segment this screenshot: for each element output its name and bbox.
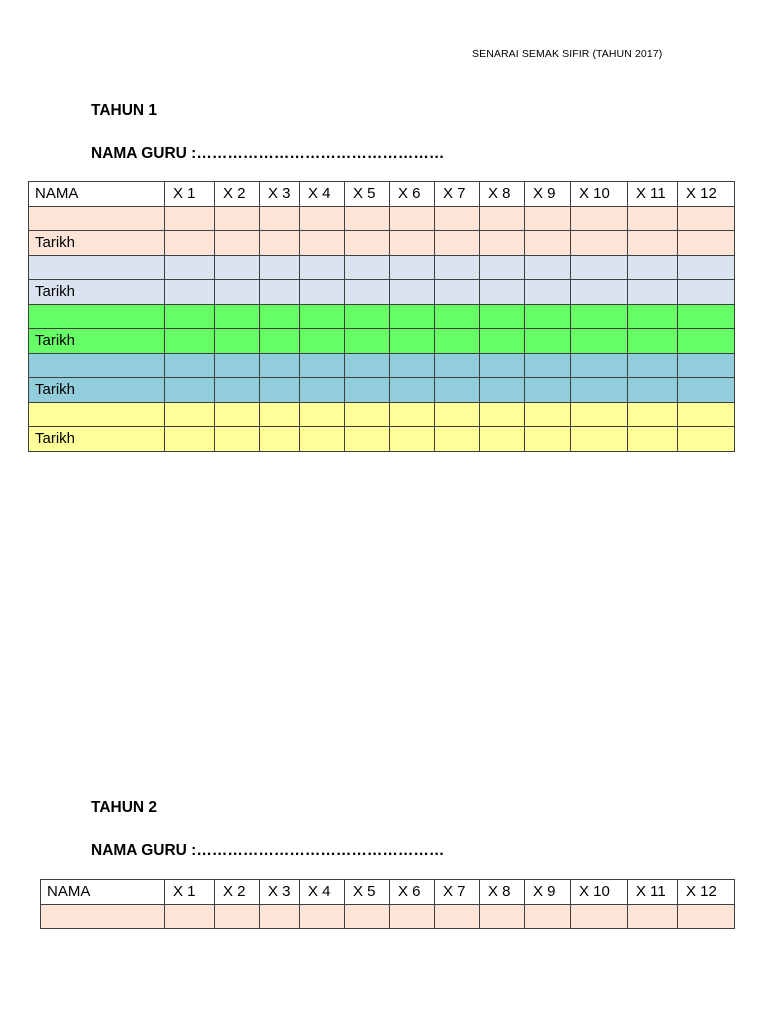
- check-cell-x8: [480, 402, 525, 427]
- check-cell-x4: [300, 402, 345, 427]
- check-cell-x10: [571, 231, 628, 256]
- check-cell-x3: [260, 378, 300, 403]
- check-cell-x9: [525, 378, 571, 403]
- teacher-name-line-tahun-2: NAMA GURU :…………………………………………: [91, 842, 445, 859]
- check-cell-x10: [571, 378, 628, 403]
- column-header-x6: X 6: [390, 880, 435, 905]
- table-header-row: [29, 182, 735, 207]
- column-header-x1: X 1: [165, 880, 215, 905]
- check-cell-x2: [215, 378, 260, 403]
- column-header-x9: X 9: [525, 182, 571, 207]
- check-cell-x12: [678, 402, 735, 427]
- check-cell-x8: [480, 304, 525, 329]
- check-cell-x8: [480, 329, 525, 354]
- check-cell-x8: [480, 427, 525, 452]
- check-cell-x1: [165, 329, 215, 354]
- check-cell-x6: [390, 402, 435, 427]
- check-cell-x8: [480, 353, 525, 378]
- section-heading-tahun-1: TAHUN 1: [91, 102, 158, 119]
- check-cell-x2: [215, 206, 260, 231]
- check-cell-x5: [345, 304, 390, 329]
- check-cell-x6: [390, 427, 435, 452]
- check-cell-x12: [678, 378, 735, 403]
- check-cell-x10: [571, 329, 628, 354]
- student-name-cell: [29, 255, 165, 280]
- check-cell-x11: [628, 353, 678, 378]
- check-cell-x3: [260, 402, 300, 427]
- column-header-x11: X 11: [628, 880, 678, 905]
- section-heading-tahun-2: TAHUN 2: [91, 799, 158, 816]
- check-cell-x10: [571, 904, 628, 929]
- check-cell-x4: [300, 904, 345, 929]
- check-cell-x4: [300, 255, 345, 280]
- table-row-tarikh: [29, 231, 735, 256]
- row-label-tarikh: Tarikh: [29, 280, 165, 305]
- check-cell-x12: [678, 304, 735, 329]
- column-header-x3: X 3: [260, 182, 300, 207]
- column-header-x2: X 2: [215, 182, 260, 207]
- check-cell-x9: [525, 280, 571, 305]
- student-name-cell: [29, 206, 165, 231]
- check-cell-x4: [300, 231, 345, 256]
- check-cell-x3: [260, 304, 300, 329]
- check-cell-x2: [215, 353, 260, 378]
- check-cell-x6: [390, 304, 435, 329]
- check-cell-x8: [480, 255, 525, 280]
- check-cell-x1: [165, 353, 215, 378]
- check-cell-x10: [571, 280, 628, 305]
- check-cell-x11: [628, 206, 678, 231]
- row-label-tarikh: Tarikh: [29, 329, 165, 354]
- check-cell-x8: [480, 280, 525, 305]
- check-cell-x5: [345, 427, 390, 452]
- check-cell-x4: [300, 206, 345, 231]
- check-cell-x2: [215, 304, 260, 329]
- checklist-table-tahun-2: [40, 879, 735, 929]
- column-header-x10: X 10: [571, 182, 628, 207]
- check-cell-x2: [215, 904, 260, 929]
- table-row-nama: [41, 904, 735, 929]
- check-cell-x5: [345, 231, 390, 256]
- check-cell-x6: [390, 231, 435, 256]
- check-cell-x10: [571, 427, 628, 452]
- check-cell-x6: [390, 280, 435, 305]
- student-name-cell: [41, 904, 165, 929]
- check-cell-x1: [165, 427, 215, 452]
- check-cell-x7: [435, 329, 480, 354]
- check-cell-x1: [165, 904, 215, 929]
- check-cell-x4: [300, 353, 345, 378]
- column-header-x5: X 5: [345, 182, 390, 207]
- check-cell-x7: [435, 402, 480, 427]
- check-cell-x3: [260, 904, 300, 929]
- table-row-tarikh: [29, 280, 735, 305]
- check-cell-x11: [628, 280, 678, 305]
- column-header-x6: X 6: [390, 182, 435, 207]
- check-cell-x11: [628, 255, 678, 280]
- column-header-x8: X 8: [480, 880, 525, 905]
- column-header-nama: NAMA: [41, 880, 165, 905]
- check-cell-x12: [678, 206, 735, 231]
- check-cell-x11: [628, 402, 678, 427]
- check-cell-x10: [571, 304, 628, 329]
- check-cell-x4: [300, 304, 345, 329]
- check-cell-x5: [345, 280, 390, 305]
- column-header-x10: X 10: [571, 880, 628, 905]
- check-cell-x2: [215, 329, 260, 354]
- column-header-x2: X 2: [215, 880, 260, 905]
- column-header-x4: X 4: [300, 880, 345, 905]
- column-header-x12: X 12: [678, 880, 735, 905]
- column-header-x9: X 9: [525, 880, 571, 905]
- check-cell-x1: [165, 402, 215, 427]
- check-cell-x3: [260, 353, 300, 378]
- check-cell-x5: [345, 353, 390, 378]
- check-cell-x9: [525, 206, 571, 231]
- table-header-row: [41, 880, 735, 905]
- check-cell-x1: [165, 206, 215, 231]
- column-header-x12: X 12: [678, 182, 735, 207]
- table-row-nama: [29, 255, 735, 280]
- check-cell-x11: [628, 329, 678, 354]
- check-cell-x2: [215, 402, 260, 427]
- check-cell-x6: [390, 329, 435, 354]
- check-cell-x1: [165, 280, 215, 305]
- check-cell-x7: [435, 231, 480, 256]
- check-cell-x5: [345, 255, 390, 280]
- check-cell-x9: [525, 255, 571, 280]
- student-name-cell: [29, 304, 165, 329]
- check-cell-x8: [480, 904, 525, 929]
- check-cell-x1: [165, 255, 215, 280]
- check-cell-x3: [260, 206, 300, 231]
- column-header-x7: X 7: [435, 182, 480, 207]
- check-cell-x5: [345, 329, 390, 354]
- check-cell-x6: [390, 206, 435, 231]
- check-cell-x7: [435, 353, 480, 378]
- check-cell-x10: [571, 255, 628, 280]
- check-cell-x7: [435, 427, 480, 452]
- row-label-tarikh: Tarikh: [29, 231, 165, 256]
- checklist-table-tahun-1: [28, 181, 735, 452]
- check-cell-x1: [165, 304, 215, 329]
- check-cell-x2: [215, 231, 260, 256]
- check-cell-x9: [525, 904, 571, 929]
- check-cell-x5: [345, 206, 390, 231]
- teacher-name-line-tahun-1: NAMA GURU :…………………………………………: [91, 145, 445, 162]
- table-row-tarikh: [29, 427, 735, 452]
- check-cell-x9: [525, 427, 571, 452]
- check-cell-x5: [345, 904, 390, 929]
- check-cell-x12: [678, 280, 735, 305]
- check-cell-x6: [390, 904, 435, 929]
- check-cell-x3: [260, 280, 300, 305]
- student-name-cell: [29, 353, 165, 378]
- table-row-tarikh: [29, 378, 735, 403]
- check-cell-x5: [345, 402, 390, 427]
- column-header-x4: X 4: [300, 182, 345, 207]
- column-header-x11: X 11: [628, 182, 678, 207]
- check-cell-x12: [678, 255, 735, 280]
- check-cell-x4: [300, 427, 345, 452]
- column-header-x3: X 3: [260, 880, 300, 905]
- column-header-x5: X 5: [345, 880, 390, 905]
- check-cell-x10: [571, 353, 628, 378]
- check-cell-x4: [300, 280, 345, 305]
- table-row-tarikh: [29, 329, 735, 354]
- check-cell-x9: [525, 402, 571, 427]
- check-cell-x9: [525, 329, 571, 354]
- check-cell-x7: [435, 304, 480, 329]
- column-header-x8: X 8: [480, 182, 525, 207]
- check-cell-x3: [260, 231, 300, 256]
- check-cell-x8: [480, 231, 525, 256]
- check-cell-x3: [260, 427, 300, 452]
- check-cell-x3: [260, 255, 300, 280]
- table-row-nama: [29, 402, 735, 427]
- check-cell-x10: [571, 206, 628, 231]
- check-cell-x9: [525, 304, 571, 329]
- check-cell-x9: [525, 353, 571, 378]
- check-cell-x5: [345, 378, 390, 403]
- check-cell-x4: [300, 378, 345, 403]
- check-cell-x11: [628, 904, 678, 929]
- check-cell-x7: [435, 904, 480, 929]
- check-cell-x12: [678, 329, 735, 354]
- check-cell-x4: [300, 329, 345, 354]
- check-cell-x12: [678, 904, 735, 929]
- check-cell-x11: [628, 427, 678, 452]
- check-cell-x1: [165, 231, 215, 256]
- column-header-x7: X 7: [435, 880, 480, 905]
- check-cell-x2: [215, 255, 260, 280]
- check-cell-x1: [165, 378, 215, 403]
- check-cell-x3: [260, 329, 300, 354]
- check-cell-x10: [571, 402, 628, 427]
- check-cell-x11: [628, 378, 678, 403]
- row-label-tarikh: Tarikh: [29, 378, 165, 403]
- table-row-nama: [29, 304, 735, 329]
- column-header-nama: NAMA: [29, 182, 165, 207]
- check-cell-x7: [435, 255, 480, 280]
- row-label-tarikh: Tarikh: [29, 427, 165, 452]
- check-cell-x7: [435, 206, 480, 231]
- document-title: SENARAI SEMAK SIFIR (TAHUN 2017): [472, 48, 663, 60]
- check-cell-x2: [215, 280, 260, 305]
- check-cell-x11: [628, 231, 678, 256]
- check-cell-x12: [678, 427, 735, 452]
- check-cell-x6: [390, 378, 435, 403]
- table-row-nama: [29, 353, 735, 378]
- check-cell-x7: [435, 280, 480, 305]
- check-cell-x12: [678, 231, 735, 256]
- check-cell-x2: [215, 427, 260, 452]
- check-cell-x8: [480, 378, 525, 403]
- check-cell-x8: [480, 206, 525, 231]
- student-name-cell: [29, 402, 165, 427]
- table-row-nama: [29, 206, 735, 231]
- check-cell-x9: [525, 231, 571, 256]
- check-cell-x6: [390, 353, 435, 378]
- check-cell-x6: [390, 255, 435, 280]
- check-cell-x12: [678, 353, 735, 378]
- check-cell-x7: [435, 378, 480, 403]
- column-header-x1: X 1: [165, 182, 215, 207]
- check-cell-x11: [628, 304, 678, 329]
